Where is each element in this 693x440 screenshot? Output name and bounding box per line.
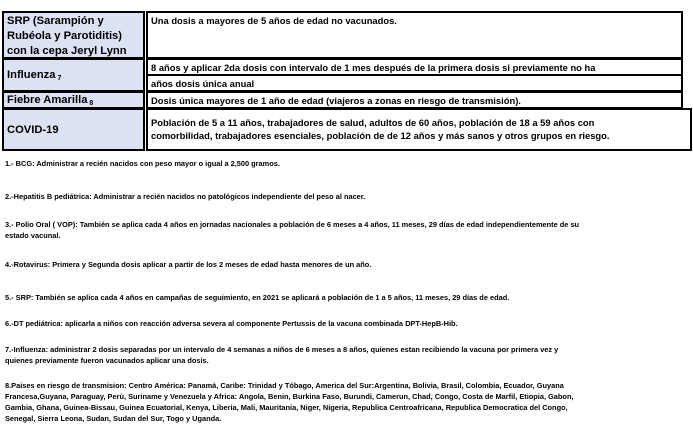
description-line: Dosis única mayores de 1 año de edad (viajeros a zonas en riesgo de transmisión). xyxy=(151,95,521,106)
footnote-line: 5.- SRP: También se aplica cada 4 años en campañas de seguimiento, en 2021 se aplicará a población de 1 a 5 años, 11 meses, 29 días de edad. xyxy=(5,293,510,302)
footnote-line: 2.-Hepatitis B pediátrica: Administrar a recién nacidos no patológicos independiente del peso al nacer. xyxy=(5,192,366,201)
footnote-line: Gambia, Ghana, Guinea-Bissau, Guinea Ecuatorial, Kenya, Liberia, Mali, Mauritania, Niger, Nigeria, Republica Centroafricana, Republica Democratica del Congo, xyxy=(5,403,568,412)
vaccine-description-srp xyxy=(146,11,683,59)
vaccine-description-influenza-line2 xyxy=(146,74,683,92)
footnote-ref: 8 xyxy=(89,100,94,107)
description-line: años dosis única anual xyxy=(151,78,255,89)
description-line: Una dosis a mayores de 5 años de edad no vacunados. xyxy=(151,15,397,26)
vaccine-label-line: COVID-19 xyxy=(7,124,59,136)
vaccine-label-influenza xyxy=(2,58,145,92)
vaccine-label-line: Rubéola y Parotiditis) xyxy=(7,30,122,42)
footnote-line: 4.-Rotavirus: Primera y Segunda dosis aplicar a partir de los 2 meses de edad hasta menores de un año. xyxy=(5,260,372,269)
vaccine-label-fiebre-amarilla xyxy=(2,91,145,109)
footnote-line: estado vacunal. xyxy=(5,231,61,240)
footnote-line: 8.Paises en riesgo de transmision: Centro América: Panamá, Caribe: Trinidad y Tóbago, America del Sur:Argentina, Bolivia, Brasil, Colombia, Ecuador, Guyana xyxy=(5,381,564,390)
footnote-6-dt-pediatrica xyxy=(5,318,458,329)
vaccine-label-line: Fiebre Amarilla xyxy=(7,94,88,106)
vaccine-description-fiebre-amarilla xyxy=(146,91,683,109)
vaccine-label-line: Influenza xyxy=(7,69,56,81)
vaccine-description-covid-19 xyxy=(146,108,692,151)
footnote-line: 1.- BCG: Administrar a recién nacidos con peso mayor o igual a 2,500 gramos. xyxy=(5,159,280,168)
footnote-2-hepatitis-b xyxy=(5,191,365,202)
description-line: 8 años y aplicar 2da dosis con intervalo de 1 mes después de la primera dosis si previamente no ha xyxy=(151,62,596,73)
footnote-line: 7.-Influenza: administrar 2 dosis separadas por un intervalo de 4 semanas a niños de 6 meses a 8 años, quienes estan recibiendo la vacuna por primera vez y xyxy=(5,345,559,354)
footnote-ref: 7 xyxy=(57,75,62,82)
footnote-3-polio xyxy=(5,219,579,241)
description-line: comorbilidad, trabajadores esenciales, población de de 12 años y más sanos y otros grupos en riesgo. xyxy=(151,130,610,141)
vaccine-label-covid-19 xyxy=(2,108,145,151)
vaccine-label-line: SRP (Sarampión y xyxy=(7,15,104,27)
footnote-7-influenza xyxy=(5,344,558,366)
footnote-line: 6.-DT pediátrica: aplicarla a niños con reacción adversa severa al componente Pertussis de la vacuna combinada DPT-HepB-Hib. xyxy=(5,319,458,328)
footnote-line: Francesa,Guyana, Paraguay, Perù, Suriname y Venezuela y Africa: Angola, Benin, Burkina Faso, Burundi, Camerun, Chad, Congo, Costa de Marfil, Etiopia, Gabon, xyxy=(5,392,574,401)
footnote-4-rotavirus xyxy=(5,259,371,270)
footnote-line: Senegal, Sierra Leona, Sudan, Sudan del Sur, Togo y Uganda. xyxy=(5,414,222,423)
vaccine-label-line: con la cepa Jeryl Lynn xyxy=(7,45,127,57)
footnote-8-paises-riesgo xyxy=(5,380,574,424)
description-line: Población de 5 a 11 años, trabajadores de salud, adultos de 60 años, población de 18 a 59 años con xyxy=(151,117,595,128)
footnote-1-bcg xyxy=(5,158,280,169)
footnote-5-srp xyxy=(5,292,509,303)
footnote-line: 3.- Polio Oral ( VOP): También se aplica cada 4 años en jornadas nacionales a población de 6 meses a 4 años, 11 meses, 29 días de edad independientemente de su xyxy=(5,220,580,229)
vaccine-label-srp xyxy=(2,11,145,59)
footnote-line: quienes previamente fueron vacunados aplicar una dosis. xyxy=(5,356,209,365)
